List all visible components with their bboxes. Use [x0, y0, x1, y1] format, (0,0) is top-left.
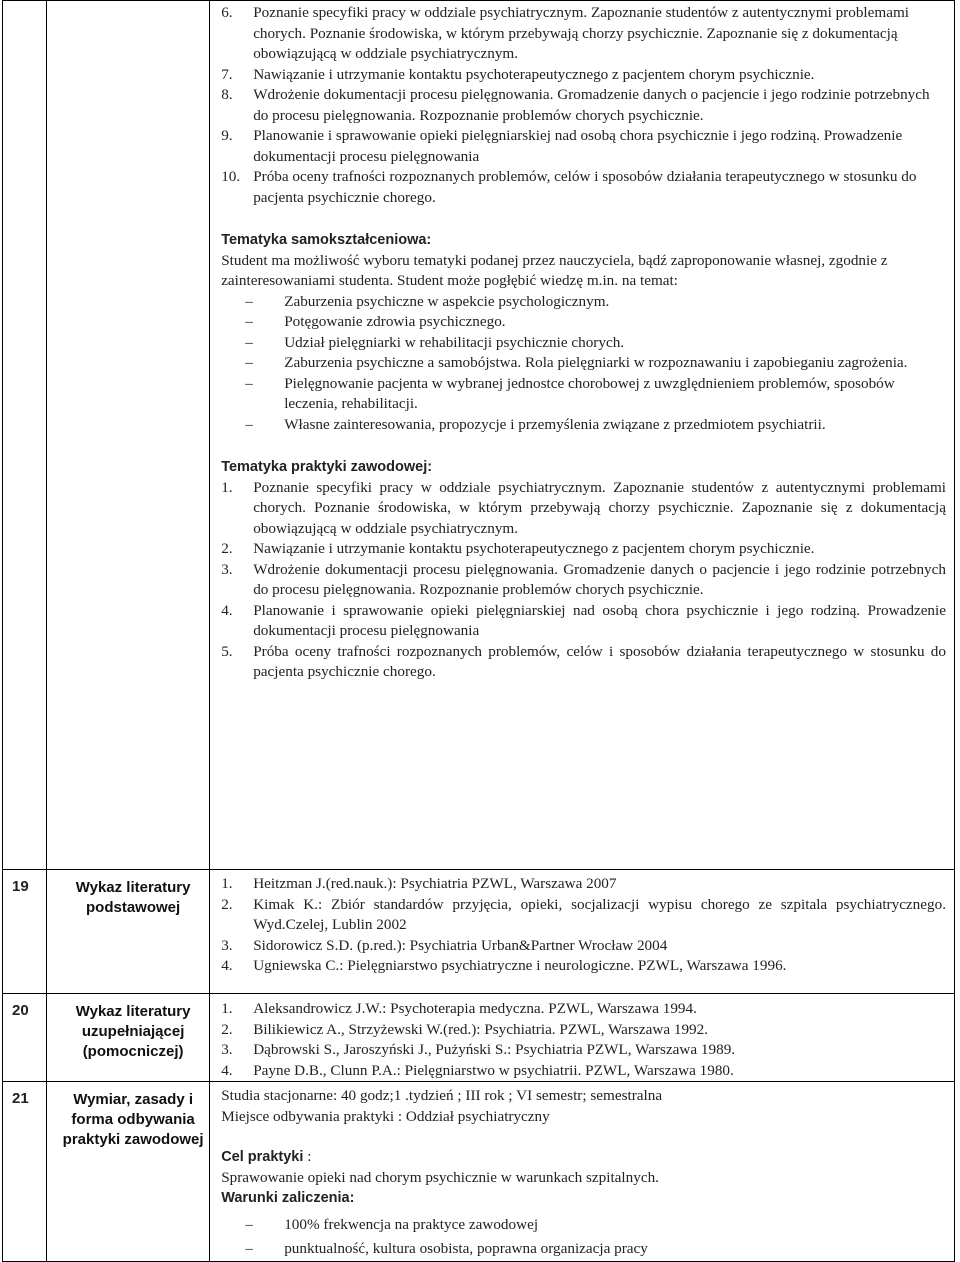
list-item — [221, 1061, 946, 1082]
row-label-cell — [47, 1082, 210, 1262]
item-number: 4. — [221, 957, 233, 974]
bullet-item: – 100% frekwencja na praktyce zawodowej — [221, 1213, 946, 1237]
content-cell — [210, 994, 955, 1082]
self-study-heading: Tematyka samokształceniowa: — [221, 232, 432, 248]
item-number: 2. — [221, 540, 233, 557]
item-number: 1. — [221, 1000, 233, 1017]
item-text: Payne D.B., Clunn P.A.: Pielęgniarstwo w psychiatrii. PZWL, Warszawa 1980. — [253, 1061, 734, 1079]
self-study-list — [221, 292, 946, 436]
content-cell — [210, 1, 955, 870]
row-label: Wykaz literatury uzupełniającej (pomocniczej) — [75, 1003, 191, 1060]
item-text: Heitzman J.(red.nauk.): Psychiatria PZWL, Warszawa 2007 — [253, 875, 617, 892]
item-text: Próba oceny trafności rozpoznanych problemów, celów i sposobów działania terapeutycznego w stosunku do pacjenta psychicznie chorego. — [253, 168, 917, 206]
self-study-intro: Student ma możliwość wyboru tematyki podanej przez nauczyciela, bądź zaproponowanie własnej, zgodnie z zainteresowaniami studenta. Student może pogłębić wiedzę m.in. na temat: — [221, 251, 888, 289]
row-number-cell — [3, 1, 47, 870]
item-text: Bilikiewicz A., Strzyżewski W.(red.): Psychiatria. PZWL, Warszawa 1992. — [253, 1020, 709, 1038]
row-label-cell — [47, 994, 210, 1082]
bullet-item: – punktualność, kultura osobista, poprawna organizacja pracy — [221, 1237, 946, 1261]
item-text: Planowanie i sprawowanie opieki pielęgniarskiej nad osobą chora psychicznie i jego rodziną. Prowadzenie dokumentacji procesu pielęgnowania — [253, 127, 903, 165]
content-block — [210, 1, 954, 683]
bullet-item: – Udział pielęgniarki w rehabilitacji psychicznie chorych. — [221, 333, 946, 354]
item-text: Sidorowicz S.D. (p.red.): Psychiatria Urban&Partner Wrocław 2004 — [253, 936, 668, 954]
item-number: 1. — [221, 875, 233, 892]
item-number: 7. — [221, 65, 233, 83]
item-number: 4. — [221, 1061, 233, 1079]
table-row-21 — [3, 1082, 955, 1262]
goal-heading: Cel praktyki — [221, 1149, 304, 1165]
row-number: 20 — [3, 994, 47, 1082]
item-text: Aleksandrowicz J.W.: Psychoterapia medyczna. PZWL, Warszawa 1994. — [253, 1000, 697, 1017]
item-text: Wdrożenie dokumentacji procesu pielęgnowania. Gromadzenie danych o pacjencie i jego rodzinie potrzebnych do procesu pielęgnowania. Rozpoznanie problemów chorych psychicznie. — [253, 86, 930, 124]
item-number: 4. — [221, 601, 233, 619]
list-item — [221, 65, 946, 86]
list-item — [221, 1020, 946, 1041]
item-number: 9. — [221, 127, 233, 144]
row-label: Wykaz literatury podstawowej — [75, 879, 191, 916]
item-number: 6. — [221, 4, 233, 21]
item-text: Nawiązanie i utrzymanie kontaktu psychoterapeutycznego z pacjentem chorym psychicznie. — [253, 65, 815, 83]
content-block — [210, 1082, 954, 1261]
content-cell — [210, 870, 955, 994]
item-text: Poznanie specyfiki pracy w oddziale psychiatrycznym. Zapoznanie studentów z autentycznymi problemami chorych. Poznanie środowiska, w którym przebywają chorzy psychicznie. Zapoznanie się z dokumentacją obowiązującą w oddziale psychiatrycznym. — [253, 478, 946, 537]
item-number: 8. — [221, 86, 233, 103]
item-number: 3. — [221, 1041, 233, 1058]
row-label-cell — [47, 1, 210, 870]
list-item — [221, 999, 946, 1020]
goal-line — [221, 1147, 946, 1168]
item-number: 10. — [221, 168, 241, 185]
row-label-cell — [47, 870, 210, 994]
item-number: 1. — [221, 478, 233, 496]
list-item — [221, 936, 946, 957]
goal-text: Sprawowanie opieki nad chorym psychicznie w warunkach szpitalnych. — [221, 1168, 659, 1186]
table-row-20 — [3, 994, 955, 1082]
table-row-continuation — [3, 1, 955, 870]
row-number: 21 — [3, 1082, 47, 1262]
item-number: 3. — [221, 560, 233, 578]
item-number: 3. — [221, 936, 233, 954]
content-block — [210, 870, 954, 977]
list-item — [221, 539, 946, 560]
bullet-item: – Zaburzenia psychiczne w aspekcie psychologicznym. — [221, 292, 946, 313]
bullet-item: – Potęgowanie zdrowia psychicznego. — [221, 312, 946, 333]
content-cell — [210, 1082, 955, 1262]
goal-colon: : — [303, 1148, 312, 1165]
study-mode-text: Studia stacjonarne: 40 godz;1 .tydzień ; III rok ; VI semestr; semestralna — [221, 1087, 663, 1104]
item-text: Ugniewska C.: Pielęgniarstwo psychiatryczne i neurologiczne. PZWL, Warszawa 1996. — [253, 957, 787, 974]
list-item — [221, 1040, 946, 1061]
list-item — [221, 642, 946, 683]
list-item — [221, 167, 946, 208]
row-number: 19 — [3, 870, 47, 994]
list-item — [221, 85, 946, 126]
list-item — [221, 874, 946, 895]
program-list-continued — [221, 3, 946, 208]
item-text: Planowanie i sprawowanie opieki pielęgniarskiej nad osobą chora psychicznie i jego rodziną. Prowadzenie dokumentacji procesu pielęgnowania — [253, 601, 946, 639]
item-text: Wdrożenie dokumentacji procesu pielęgnowania. Gromadzenie danych o pacjencie i jego rodzinie potrzebnych do procesu pielęgnowania. Rozpoznanie problemów chorych psychicznie. — [253, 560, 946, 598]
literature-basic-list — [221, 874, 946, 977]
practice-place-text: Miejsce odbywania praktyki : Oddział psychiatryczny — [221, 1107, 550, 1125]
list-item — [221, 956, 946, 977]
literature-supplementary-list — [221, 999, 946, 1081]
list-item — [221, 478, 946, 540]
pass-conditions-heading: Warunki zaliczenia: — [221, 1190, 355, 1206]
item-text: Nawiązanie i utrzymanie kontaktu psychoterapeutycznego z pacjentem chorym psychicznie. — [253, 540, 815, 557]
practice-topics-heading: Tematyka praktyki zawodowej: — [221, 459, 433, 475]
item-text: Dąbrowski S., Jaroszyński J., Pużyński S.: Psychiatria PZWL, Warszawa 1989. — [253, 1041, 736, 1058]
bullet-item: – Pielęgnowanie pacjenta w wybranej jednostce chorobowej z uwzględnieniem problemów, sposobów leczenia, rehabilitacji. — [221, 374, 946, 415]
item-number: 5. — [221, 642, 233, 660]
list-item — [221, 601, 946, 642]
bullet-item: – Własne zainteresowania, propozycje i przemyślenia związane z przedmiotem psychiatrii. — [221, 415, 946, 436]
item-text: Kimak K.: Zbiór standardów przyjęcia, opieki, socjalizacji wypisu chorego ze szpitala psychiatrycznego. Wyd.Czelej, Lublin 2002 — [253, 895, 946, 933]
content-block — [210, 994, 954, 1081]
item-text: Poznanie specyfiki pracy w oddziale psychiatrycznym. Zapoznanie studentów z autentycznymi problemami chorych. Poznanie środowiska, w którym przebywają chorzy psychicznie. Zapoznanie się z dokumentacją obowiązującą w oddziale psychiatrycznym. — [253, 4, 909, 62]
list-item — [221, 3, 946, 65]
item-number: 2. — [221, 895, 233, 913]
list-item — [221, 895, 946, 936]
bullet-item: – Zaburzenia psychiczne a samobójstwa. Rola pielęgniarki w rozpoznawaniu i zapobieganiu zagrożenia. — [221, 353, 946, 374]
practice-topics-list — [221, 478, 946, 683]
item-text: Próba oceny trafności rozpoznanych problemów, celów i sposobów działania terapeutycznego w stosunku do pacjenta psychicznie chorego. — [253, 642, 946, 680]
list-item — [221, 126, 946, 167]
row-label: Wymiar, zasady i forma odbywania praktyki zawodowej — [62, 1091, 204, 1148]
table-row-19 — [3, 870, 955, 994]
item-number: 2. — [221, 1020, 233, 1038]
pass-conditions-list — [221, 1213, 946, 1261]
list-item — [221, 560, 946, 601]
syllabus-table — [2, 0, 955, 1262]
